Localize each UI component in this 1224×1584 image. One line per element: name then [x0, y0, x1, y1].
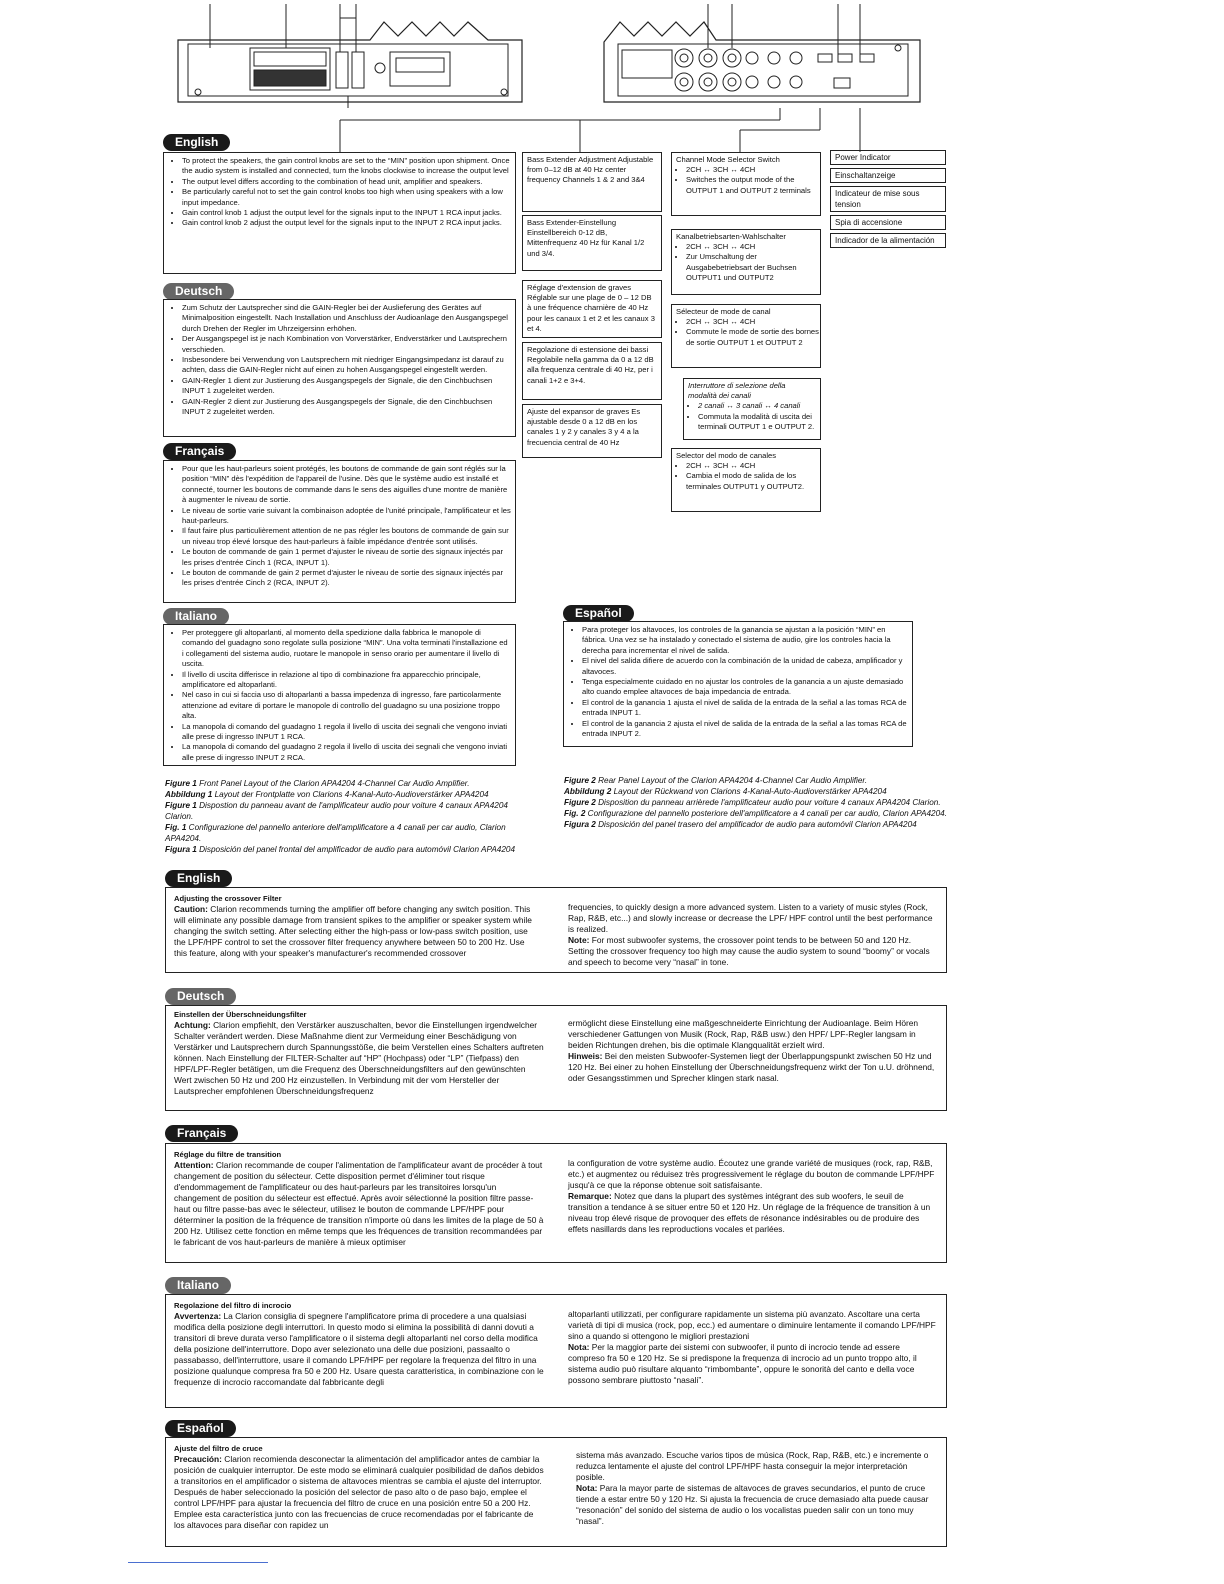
list-item: • Commute le mode de sortie des bornes de sortie OUTPUT 1 et OUTPUT 2	[686, 327, 820, 347]
crossover-english-right	[568, 902, 936, 968]
gain-italiano-box	[163, 624, 516, 766]
figure-2-caption	[564, 775, 948, 830]
list-item: • La manopola di comando del guadagno 2 regola il livello di uscita dei segnali che vengono inviati alle prese di ingresso INPUT 2 RCA.	[182, 742, 511, 763]
list-item: • Tenga especialmente cuidado en no ajustar los controles de la ganancia a un ajuste demasiado alto cuando emplee altavoces de baja impedancia de entrada.	[582, 677, 908, 698]
list-item: • Switches the output mode of the OUTPUT 1 and OUTPUT 2 terminals	[686, 175, 820, 195]
caption-lead: Figura 2	[564, 820, 596, 829]
list-item: • Per proteggere gli altoparlanti, al momento della spedizione dalla fabbrica le manopole di comando del guadagno sono regolate sulla posizione “MIN”. Una volta terminati l'installazione ed i collegamenti del sistema audio, ruotare le manopole in senso orario per aumentare il livello di uscita.	[182, 628, 511, 670]
list-item: • Zur Umschaltung der Ausgabebetriebsart der Buchsen OUTPUT1 und OUTPUT2	[686, 252, 820, 283]
paragraph: Per la maggior parte dei sistemi con subwoofer, il punto di incrocio tende ad essere compreso fra 50 e 120 Hz. Se si predispone la frequenza di incrocio ad un punto troppo alto, il sistema audio può risultare alquanto “rimbombante”, oppure le sonorità del canto e della voce possono sembrare piuttosto “nasali”.	[568, 1342, 917, 1385]
power-indicator-deutsch: Einschaltanzeige	[830, 168, 946, 183]
lang-label-espanol-crossover: Español	[165, 1420, 236, 1437]
section-heading: Adjusting the crossover Filter	[174, 894, 282, 903]
list-item: • Be particularly careful not to set the gain control knobs too high when using speakers with a low input impedance.	[182, 187, 511, 208]
caption-text: Layout der Frontplatte von Clarions 4-Kanal-Auto-Audioverstärker APA4204	[212, 790, 489, 799]
lang-label-english-gain: English	[163, 134, 230, 151]
caption-lead: Fig. 1	[165, 823, 187, 832]
list-item: • Para proteger los altavoces, los controles de la ganancia se ajustan a la posición “MIN” en fábrica. Una vez se ha instalado y conectado el sistema de audio, gire los controles hacia la derecha para incrementar el nivel de salida.	[582, 625, 908, 656]
bass-extender-francais: Réglage d'extension de graves Réglable sur une plage de 0 – 12 DB à une fréquence charnière de 40 Hz pour les canaux 1 et 2 et les canaux 3 et 4.	[522, 280, 662, 338]
list-item: • El nivel del salida difiere de acuerdo con la combinación de la unidad de cabeza, amplificador y altavoces.	[582, 656, 908, 677]
power-indicator-francais: Indicateur de mise sous tension	[830, 186, 946, 212]
caution-lead: Avvertenza:	[174, 1311, 222, 1321]
paragraph: Bei den meisten Subwoofer-Systemen liegt der Überlappungspunkt zwischen 50 Hz und 120 Hz. Bei einer zu hohen Einstellung der Überschneidungsfrequenz wirkt der Ton u.U. dröhnend, oder Gesangsstimmen und Sprecher klingen stark nasal.	[568, 1051, 935, 1083]
section-heading: Einstellen der Überschneidungsfilter	[174, 1010, 307, 1019]
section-heading: Regolazione del filtro di incrocio	[174, 1301, 292, 1310]
paragraph: La Clarion consiglia di spegnere l'amplificatore prima di procedere a una qualsiasi modifica della posizione degli interruttori. In questo modo si elimina la possibilità di danni dovuti a transitori di breve durata verso l'amplificatore o il sistema degli altoparlanti nel corso della modifica della posizione dell'interruttore. Dopo aver selezionato una delle due posizioni, passaalto o passabasso, dell'interruttore, usare il comando LPF/HPF per regolare la frequenza del filtro in una posizione qualunque compresa fra 50 e 200 Hz. Usare questa caratteristica, in combinazione con le frequenze di incrocio raccomandate dal fabbricante degli	[174, 1311, 544, 1387]
list-item: • The output level differs according to the combination of head unit, amplifier and speakers.	[182, 177, 511, 187]
section-heading: Réglage du filtre de transition	[174, 1150, 282, 1159]
paragraph: Para la mayor parte de sistemas de altavoces de graves secundarios, el punto de cruce tiende a estar entre 50 y 120 Hz. Si ajusta la frecuencia de cruce demasiado alta puede causar “resonación” del sonido del sistema de audio o los vocalistas pueden salir con un tono muy “nasal”.	[576, 1483, 929, 1526]
list-item: • La manopola di comando del guadagno 1 regola il livello di uscita dei segnali che vengono inviati alle prese di ingresso INPUT 1 RCA.	[182, 722, 511, 743]
caption-lead: Abbildung 2	[564, 787, 612, 796]
bass-extender-italiano: Regolazione di estensione dei bassi Regolabile nella gamma da 0 a 12 dB alla frequenza centrale di 40 Hz, per i canali 1+2 e 3+4.	[522, 342, 662, 400]
channel-mode-title: Kanalbetriebsarten-Wahlschalter	[676, 232, 786, 241]
list-item: • 2CH ↔ 3CH ↔ 4CH	[686, 165, 820, 175]
list-item: • Nel caso in cui si faccia uso di altoparlanti a bassa impedenza di ingresso, fare particolarmente attenzione ad evitare di portare le manopole di controllo del guadagno su una posizione troppo alta.	[182, 690, 511, 721]
lang-label-italiano-crossover: Italiano	[165, 1277, 231, 1294]
note-lead: Nota:	[576, 1483, 598, 1493]
list-item: • Insbesondere bei Verwendung von Lautsprechern mit niedriger Eingangsimpedanz ist darauf zu achten, dass die GAIN-Regler nicht auf einen zu hohen Ausgangspegel eingestellt werden.	[182, 355, 511, 376]
list-item: • Le bouton de commande de gain 1 permet d'ajuster le niveau de sortie des signaux injectés par les prises d'entrée Cinch 1 (RCA, INPUT 1).	[182, 547, 511, 568]
caption-text: Rear Panel Layout of the Clarion APA4204 4-Channel Car Audio Amplifier.	[595, 776, 868, 785]
paragraph: la configuration de votre système audio. Écoutez une grande variété de musiques (rock, rap, R&B, etc.) et augmentez ou réduisez très progressivement le réglage du bouton de commande LPF/HPF jusqu'à ce que la réponse obtenue soit satisfaisante.	[568, 1158, 935, 1190]
channel-mode-title: Interruttore di selezione della modalità dei canali	[688, 381, 786, 401]
caution-lead: Caution:	[174, 904, 208, 914]
lang-label-francais-crossover: Français	[165, 1125, 238, 1142]
note-lead: Remarque:	[568, 1191, 612, 1201]
list-item: • Zum Schutz der Lautsprecher sind die GAIN-Regler bei der Auslieferung des Gerätes auf Minimalposition eingestellt. Nach Installation und Anschluss der Audioanlage den Ausgangspegel durch Drehen der Regler im Uhrzeigersinn erhöhen.	[182, 303, 511, 334]
lang-label-deutsch-gain: Deutsch	[163, 283, 234, 300]
lang-label-espanol-gain: Español	[563, 605, 634, 622]
channel-mode-deutsch	[671, 229, 821, 295]
list-item: • GAIN-Regler 1 dient zur Justierung des Ausgangspegels der Signale, die den Cinchbuchsen INPUT 1 zugeleitet werden.	[182, 376, 511, 397]
list-item: • Gain control knob 2 adjust the output level for the signals input to the INPUT 2 RCA input jacks.	[182, 218, 511, 228]
section-heading: Ajuste del filtro de cruce	[174, 1444, 263, 1453]
crossover-english-left	[174, 894, 539, 959]
crossover-espanol-box	[165, 1437, 947, 1547]
caution-lead: Attention:	[174, 1160, 214, 1170]
caption-text: Layout der Rückwand von Clarions 4-Kanal-Auto-Audioverstärker APA4204	[611, 787, 887, 796]
crossover-espanol-left	[174, 1444, 544, 1531]
bass-extender-english: Bass Extender Adjustment Adjustable from 0–12 dB at 40 Hz center frequency Channels 1 & 2 and 3&4	[522, 152, 662, 212]
crossover-francais-left	[174, 1150, 544, 1248]
list-item: • 2CH ↔ 3CH ↔ 4CH	[686, 242, 820, 252]
channel-mode-francais	[671, 304, 821, 368]
crossover-deutsch-right	[568, 1018, 938, 1084]
gain-espanol-box	[563, 621, 913, 747]
crossover-english-box	[165, 887, 947, 973]
paragraph: Clarion recommends turning the amplifier off before changing any switch position. This will eliminate any possible damage from transient spikes to the amplifier or speaker system while changing the switch setting. After selecting either the high-pass or low-pass switch position, use the LPF/HPF control to set the crossover filter frequency anywhere between 50 to 200 Hz. Use this feature, along with your speaker's manufacturer's recommended crossover	[174, 904, 532, 958]
gain-francais-box	[163, 460, 516, 603]
caption-lead: Figure 1	[165, 779, 197, 788]
crossover-francais-box	[165, 1143, 947, 1263]
list-item: • El control de la ganancia 1 ajusta el nivel de salida de la entrada de la señal a las tomas RCA de entrada INPUT 1.	[582, 698, 908, 719]
crossover-italiano-left	[174, 1301, 544, 1388]
caution-lead: Achtung:	[174, 1020, 211, 1030]
power-indicator-italiano: Spia di accensione	[830, 215, 946, 230]
list-item: • Le bouton de commande de gain 2 permet d'ajuster le niveau de sortie des signaux injectés par les prises d'entrée Cinch 2 (RCA, INPUT 2).	[182, 568, 511, 589]
channel-mode-english	[671, 152, 821, 216]
channel-mode-espanol	[671, 448, 821, 512]
crossover-italiano-box	[165, 1294, 947, 1408]
caption-lead: Fig. 2	[564, 809, 586, 818]
paragraph: Clarion recommande de couper l'alimentation de l'amplificateur avant de procéder à tout changement de position du sélecteur. Cette disposition permet d'éliminer tout risque d'endommagement de l'amplificateur ou des haut-parleurs par les transitoires lorsqu'un changement de position du sélecteur est effectué. Après avoir sélectionné la position filtre passe-haut ou filtre passe-bas avec le sélecteur, utilisez le bouton de commande LPF/HPF pour déterminer la position de la fréquence de transition n'importe où dans les limites de la plage de 50 à 200 Hz. Utilisez cette fonction en même temps que les fréquences de transition recommandées par le fabricant de vos haut-parleurs de manière à mieux optimiser	[174, 1160, 544, 1247]
lang-label-english-crossover: English	[165, 870, 232, 887]
gain-english-box	[163, 152, 516, 274]
list-item: • 2CH ↔ 3CH ↔ 4CH	[686, 461, 820, 471]
caption-text: Disposition du panneau arrièrede l'amplificateur audio pour voiture 4 canaux APA4204 Clarion.	[595, 798, 941, 807]
list-item: • 2 canali ↔ 3 canali ↔ 4 canali	[698, 401, 820, 411]
caption-lead: Figure 2	[564, 776, 596, 785]
channel-mode-title: Sélecteur de mode de canal	[676, 307, 771, 316]
crossover-francais-right	[568, 1158, 938, 1235]
lang-label-deutsch-crossover: Deutsch	[165, 988, 236, 1005]
list-item: • GAIN-Regler 2 dient zur Justierung des Ausgangspegels der Signale, die den Cinchbuchsen INPUT 2 zugeleitet werden.	[182, 397, 511, 418]
figure-1-caption	[165, 778, 537, 855]
list-item: • Pour que les haut-parleurs soient protégés, les boutons de commande de gain sont réglés sur la position “MIN” dès l'expédition de l'appareil de l'usine. Dès que le système audio est installé et connecté, tourner les boutons de commande dans le sens des aiguilles d'une montre de manière à augmenter le niveau de sortie.	[182, 464, 511, 506]
lang-label-francais-gain: Français	[163, 443, 236, 460]
list-item: • Commuta la modalità di uscita dei terminali OUTPUT 1 e OUTPUT 2.	[698, 412, 820, 432]
caption-text: Disposición del panel trasero del amplificador de audio para automóvil Clarion APA4204	[595, 820, 917, 829]
list-item: • 2CH ↔ 3CH ↔ 4CH	[686, 317, 820, 327]
channel-mode-italiano	[683, 378, 821, 440]
paragraph: sistema más avanzado. Escuche varios tipos de música (Rock, Rap, R&B, etc.) e incremente o reduzca lentamente el ajuste del control LPF/HPF hasta conseguir la mejor interpretación posible.	[576, 1450, 929, 1482]
caption-lead: Abbildung 1	[165, 790, 213, 799]
list-item: • Il livello di uscita differisce in relazione al tipo di combinazione fra apparecchio principale, amplificatore ed altoparlanti.	[182, 670, 511, 691]
note-lead: Hinweis:	[568, 1051, 603, 1061]
caption-text: Front Panel Layout of the Clarion APA4204 4-Channel Car Audio Amplifier.	[196, 779, 470, 788]
crossover-italiano-right	[568, 1309, 938, 1386]
gain-deutsch-box	[163, 299, 516, 437]
caption-text: Disposición del panel frontal del amplificador de audio para automóvil Clarion APA4204	[196, 845, 515, 854]
note-lead: Nota:	[568, 1342, 590, 1352]
caption-lead: Figura 1	[165, 845, 197, 854]
note-lead: Note:	[568, 935, 590, 945]
power-indicator-espanol: Indicador de la alimentación	[830, 233, 946, 248]
lang-label-italiano-gain: Italiano	[163, 608, 229, 625]
caption-text: Dispostion du panneau avant de l'amplificateur audio pour voiture 4 canaux APA4204 Clarion.	[165, 801, 508, 821]
footer-rule	[128, 1562, 268, 1563]
list-item: • Der Ausgangspegel ist je nach Kombination von Vorverstärker, Endverstärker und Lautsprechern verschieden.	[182, 334, 511, 355]
crossover-espanol-right	[576, 1450, 938, 1527]
channel-mode-title: Channel Mode Selector Switch	[676, 155, 780, 164]
paragraph: frequencies, to quickly design a more advanced system. Listen to a variety of music styles (Rock, Rap, R&B, etc...) and slowly increase or decrease the LPF/ HPF control until the best performance is realized.	[568, 902, 933, 934]
caution-lead: Precaución:	[174, 1454, 222, 1464]
caption-lead: Figure 1	[165, 801, 197, 810]
paragraph: altoparlanti utilizzati, per configurare rapidamente un sistema più avanzato. Ascoltare una certa varietà di tipi di musica (rock, pop, ecc.) ed aumentare o diminuire lentamente il comando LPF/HPF sino a quando si ottengono le migliori prestazioni	[568, 1309, 936, 1341]
list-item: • El control de la ganancia 2 ajusta el nivel de salida de la entrada de la señal a las tomas RCA de entrada INPUT 2.	[582, 719, 908, 740]
bass-extender-deutsch: Bass Extender-Einstellung Einstellbereich 0-12 dB, Mittenfrequenz 40 Hz für Kanal 1/2 und 3/4.	[522, 215, 662, 271]
crossover-deutsch-left	[174, 1010, 544, 1097]
caption-text: Configurazione del pannello posteriore dell'amplificatore a 4 canali per car audio, Clarion APA4204.	[585, 809, 947, 818]
channel-mode-title: Selector del modo de canales	[676, 451, 777, 460]
list-item: • Cambia el modo de salida de los terminales OUTPUT1 y OUTPUT2.	[686, 471, 820, 491]
crossover-deutsch-box	[165, 1005, 947, 1111]
list-item: • Gain control knob 1 adjust the output level for the signals input to the INPUT 1 RCA input jacks.	[182, 208, 511, 218]
list-item: • Le niveau de sortie varie suivant la combinaison adoptée de l'unité principale, l'amplificateur et les haut-parleurs.	[182, 506, 511, 527]
list-item: • To protect the speakers, the gain control knobs are set to the “MIN” position upon shipment. Once the audio system is installed and connected, turn the knobs clockwise to increase the output level	[182, 156, 511, 177]
bass-extender-espanol: Ajuste del expansor de graves Es ajustable desde 0 a 12 dB en los canales 1 y 2 y canales 3 y 4 a la frecuencia central de 40 Hz	[522, 404, 662, 458]
caption-lead: Figure 2	[564, 798, 596, 807]
power-indicator-english: Power Indicator	[830, 150, 946, 165]
paragraph: Clarion recomienda desconectar la alimentación del amplificador antes de cambiar la posición de cualquier interruptor. De este modo se eliminará cualquier posibilidad de daños debidos a transitorios en el amplificador o sistema de altavoces mientras se cambia el ajuste del interruptor. Después de haber seleccionado la posición del selector de paso alto o de paso bajo, emplee el control LPF/HPF para ajustar la frecuencia del filtro de cruce en una posición entre 50 a 200 Hz. Emplee esta característica junto con las frecuencias de cruce recomendadas por el fabricante de los altavoces para diseñar con rapidez un	[174, 1454, 544, 1530]
caption-text: Configurazione del pannello anteriore dell'amplificatore a 4 canali per car audio, Clarion APA4204.	[165, 823, 506, 843]
paragraph: ermöglicht diese Einstellung eine maßgeschneiderte Einrichtung der Audioanlage. Beim Hören verschiedener Gattungen von Musik (Rock, Rap, R&B usw.) den HPF/ LPF-Regler langsam in beiden Richtungen drehen, bis die optimale Klangqualität erzielt wird.	[568, 1018, 919, 1050]
paragraph: Clarion empfiehlt, den Verstärker auszuschalten, bevor die Einstellungen irgendwelcher Schalter verändert werden. Diese Maßnahme dient zur Vermeidung einer Beschädigung von Verstärker und Lautsprechern durch Spannungsstöße, die beim Verstellen eines Schalters auftreten können. Nach Einstellung der FILTER-Schalter auf “HP” (Hochpass) oder “LP” (Tiefpass) den HPF/LPF-Regler betätigen, um die Frequenz des Überschneidungsfilters auf den gewünschten Wert zwischen 50 Hz und 200 Hz einzustellen. In Verbindung mit der vom Hersteller der Lautsprecher empfohlenen Überschneidungsfrequenz	[174, 1020, 544, 1096]
paragraph: For most subwoofer systems, the crossover point tends to be between 50 and 120 Hz. Setting the crossover frequency too high may cause the audio system to sound “boomy” or vocals and speech to become very “nasal” in tone.	[568, 935, 930, 967]
list-item: • Il faut faire plus particulièrement attention de ne pas régler les boutons de commande de gain sur un niveau trop élevé lorsque des haut-parleurs à faible impédance d'entrée sont utilisés.	[182, 526, 511, 547]
paragraph: Notez que dans la plupart des systèmes intégrant des sub woofers, le seuil de transition a tendance à se situer entre 50 et 120 Hz. Un réglage de la fréquence de transition à un niveau trop élevé risque de provoquer des effets de résonance indésirables ou de produire des effets nasillards dans les reproductions vocales et parlées.	[568, 1191, 931, 1234]
